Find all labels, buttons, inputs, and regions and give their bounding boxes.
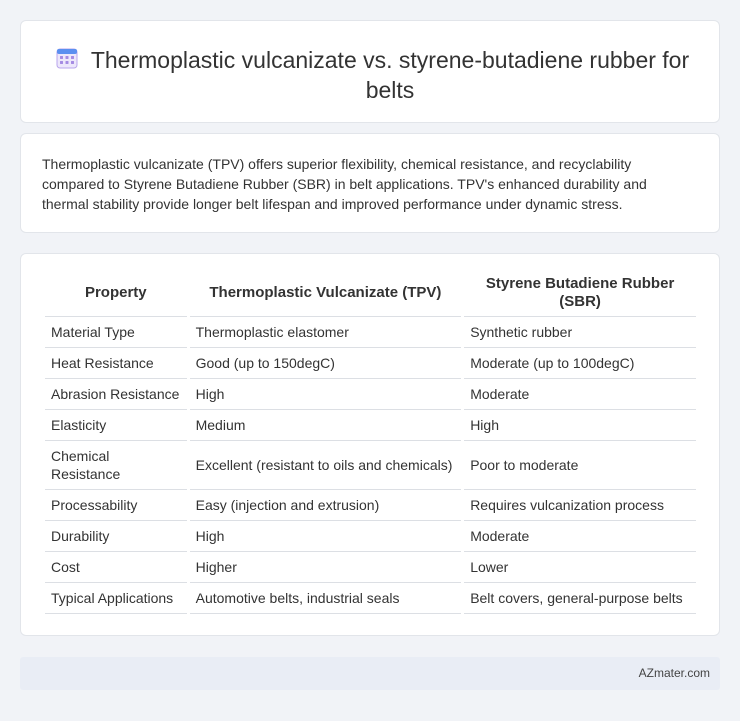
table-row	[45, 317, 696, 348]
table-row	[45, 521, 696, 552]
tpv-cell: High	[190, 521, 462, 552]
sbr-cell: Synthetic rubber	[464, 317, 696, 348]
property-cell: Typical Applications	[45, 583, 187, 614]
sbr-cell: Moderate	[464, 379, 696, 410]
tpv-cell: Good (up to 150degC)	[190, 348, 462, 379]
property-cell: Abrasion Resistance	[45, 379, 187, 410]
table-row	[45, 552, 696, 583]
comparison-table	[42, 270, 699, 614]
sbr-cell: Belt covers, general-purpose belts	[464, 583, 696, 614]
table-header-row	[45, 270, 696, 317]
intro-text: Thermoplastic vulcanizate (TPV) offers superior flexibility, chemical resistance, and recyclability compared to Styrene Butadiene Rubber (SBR) in belt applications. TPV's enhanced durability and thermal stability provide longer belt lifespan and improved performance under dynamic stress.	[42, 156, 647, 212]
tpv-cell: Medium	[190, 410, 462, 441]
table-row	[45, 441, 696, 490]
page-title: Thermoplastic vulcanizate vs. styrene-butadiene rubber for belts	[90, 47, 690, 103]
sbr-cell: Requires vulcanization process	[464, 490, 696, 521]
header-property: Property	[45, 270, 187, 317]
tpv-cell: High	[190, 379, 462, 410]
footer-brand[interactable]: AZmater.com	[638, 666, 710, 680]
header-tpv: Thermoplastic Vulcanizate (TPV)	[190, 270, 462, 317]
table-row	[45, 379, 696, 410]
title-card	[20, 20, 720, 123]
sbr-cell: Moderate (up to 100degC)	[464, 348, 696, 379]
property-cell: Chemical Resistance	[45, 441, 187, 490]
table-row	[45, 348, 696, 379]
tpv-cell: Thermoplastic elastomer	[190, 317, 462, 348]
table-row	[45, 490, 696, 521]
property-cell: Durability	[45, 521, 187, 552]
intro-card	[20, 133, 720, 233]
table-row	[45, 410, 696, 441]
sbr-cell: High	[464, 410, 696, 441]
property-cell: Material Type	[45, 317, 187, 348]
table-row	[45, 583, 696, 614]
tpv-cell: Automotive belts, industrial seals	[190, 583, 462, 614]
comparison-card	[20, 253, 720, 636]
sbr-cell: Moderate	[464, 521, 696, 552]
property-cell: Elasticity	[45, 410, 187, 441]
property-cell: Cost	[45, 552, 187, 583]
footer-bar	[20, 657, 720, 690]
tpv-cell: Higher	[190, 552, 462, 583]
header-sbr: Styrene Butadiene Rubber (SBR)	[464, 270, 696, 317]
property-cell: Heat Resistance	[45, 348, 187, 379]
tpv-cell: Easy (injection and extrusion)	[190, 490, 462, 521]
sbr-cell: Poor to moderate	[464, 441, 696, 490]
tpv-cell: Excellent (resistant to oils and chemicals)	[190, 441, 462, 490]
property-cell: Processability	[45, 490, 187, 521]
sbr-cell: Lower	[464, 552, 696, 583]
